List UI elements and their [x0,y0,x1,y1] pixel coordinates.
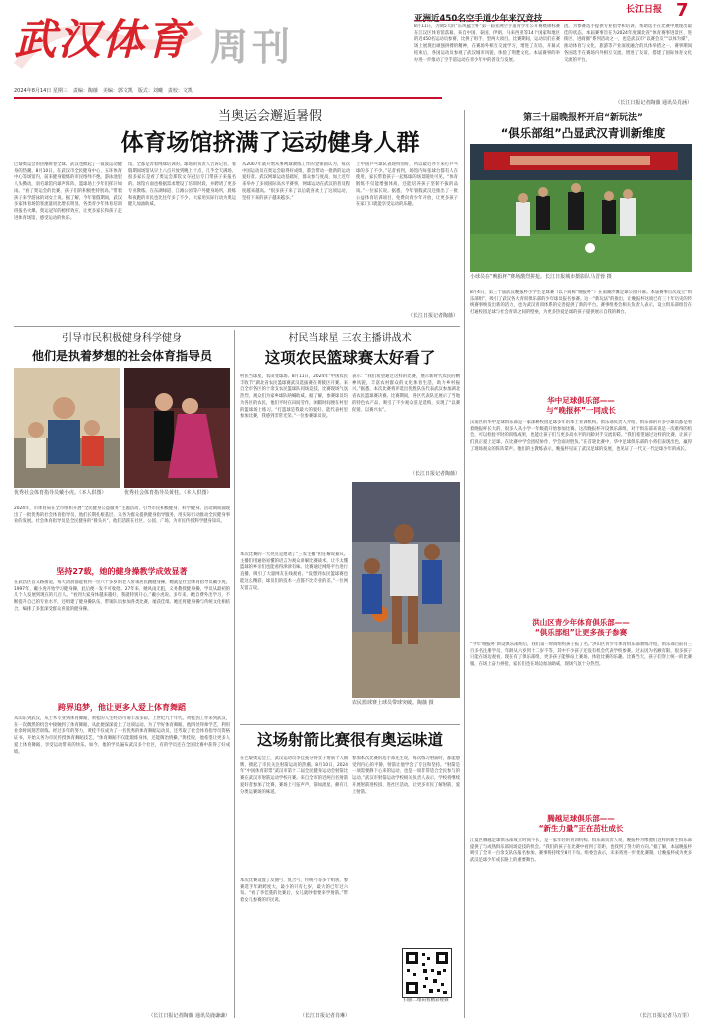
side-credit: （长江日报记者马万里） [636,1013,692,1019]
village-photo-basketball [352,482,460,698]
dancer-photo [124,368,230,488]
village-body3: 表示：“我们希望通过这样的比赛，展示新时代农民的精神风貌，丰富农村群众的文化体育生活，助力乡村振兴。”据悉，本次比赛将评选出优胜队伍代表武汉参加湖北省农民篮球赛决赛。比赛期间，各区代表队还展示了当地的特色农产品，吸引了不少观众驻足选购，实现了“以赛促销、以赛兴农”。 [352,374,460,413]
side-sub1b: 与“晚报杯”一同成长 [546,406,616,415]
side-photo-caption: 小球员在“晚报杯”赛场激烈拼抢。长江日报城市摄影队马晋蓉 摄 [470,274,612,280]
left-body2: 在武昌区首义路街道，每天清晨都能看到一位六十多岁的老人带领居民跳健身操，她就是社会体育指导员戴小虎。1997年，戴小虎开始学习健身操，此后便一发不可收拾。27年来，她风雨无阻，义务教授健身操，学员从最初的几个人发展到现在的几百人。“看到大家身体越来越好，我就特别开心。”戴小虎说。多年来，她自费外出学习，不断提升自己的专业水平，还组建了健身操队伍，带领队员参加各类比赛，屡获佳绩。她还将健身操与传统文化相结合，编排了多套深受群众喜爱的健身操。 [14,580,230,612]
main-col1: 巴黎奥运会的热潮席卷全球，武汉也掀起了一波波运动健身的热潮。8月10日，在武汉市全民健身中心、五环体育中心等场馆内，前来健身锻炼的市民络绎不绝。游泳池里人头攒动，羽毛球馆内球声阵阵，篮球场上少年们挥汗如雨。“看了奥运会的比赛，孩子们的积极性特别高。”带着孩子来学游泳的刘女士说。据了解，今年暑假期间，武汉多家体育场馆客流量同比增长明显，各类青少年体育培训班报名火爆。奥运冠军的榜样效应，让更多家长和孩子走进体育场馆，感受运动的快乐。 [14,162,122,221]
left-kicker: 引导市民积极健身科学健身 [62,333,182,344]
main-col3: 从2007年就开始从事网球教练工作的金保国认为，每次中国运动员在奥运会取得好成绩，都会带动一批新的运动爱好者。武汉网球运动基础好，群众参与度高，加上近年来举办了多项国际高水平赛事，网球运动在武汉的普及程度越来越高。“很多孩子来了以后就喜欢上了这项运动，坚持下来的孩子越来越多。” [242,162,350,201]
village-headline: 这项农民篮球赛太好看了 [264,349,436,367]
archery-body1: 在巴黎奥运会上，武汉运动员李佳蔓夺得女子射箭个人铜牌，掀起了市民关注射箭运动的热潮。8月10日，2024年“中国体育彩票”武汉市第十二届全民健身运动会射箭比赛在武汉市射箭运动学校开赛。来自全市的近两百名射箭爱好者参加了比赛，赛场上弓弦声声，箭如流星，颇有几分奥运赛场的味道。 [240,756,348,795]
side-headline: “俱乐部组”凸显武汉青训新维度 [500,126,666,140]
archery-body2: 本次比赛设置了反曲弓、复合弓、传统弓等多个组别，参赛选手年龄跨度大，最小的只有七岁，最大的已年过六旬。“看了李佳蔓的比赛后，女儿就吵着要来学射箭。”带着女儿参赛的市民说。 [240,878,348,904]
top-article-col2: 团，为参赛选手提供专业指导和培训，帮助选手在比赛中展现出最佳的状态。本届赛事旨在为2024年度湖北省“体育赛事进景区、进街区、进商圈”系列活动之一，也是武汉市“以赛会友”“以体为媒”，推动体育与文化、旅游等产业深度融合的具体举措之一，赛事期间各国选手在赛场内外相互交流，增进了友谊，搭建了国际体育文化交流的平台。 [564,24,692,63]
top-article-credit: （长江日报记者陶薇 通讯员肖涵） [615,100,692,106]
main-col2: 馆，全都是奔着网球培训的。球场的负责人告诉记者，暑假期间场馆从早上八点开放到晚上十点，几乎全天满场，很多家长是看了奥运会郑钦文夺冠后专门带孩子来报名的。场馆方面也根据需求增设了培训时段，并聘请了更多专业教练。在东湖绿道、江滩公园等户外健身场所，晨练和夜跑的市民也比往年多了不少，大家用实际行动为奥运健儿加油助威。 [128,162,236,208]
side-divider [464,110,465,1018]
masthead-subtitle: 周刊 [210,25,295,69]
masthead-rule [14,97,442,99]
masthead-brush-title [14,6,204,84]
archery-qr-caption: 扫描二维码看精彩视频 [403,998,449,1003]
village-body2: 本次比赛的一大亮点是邀请了“三农主播”担任解说嘉宾。主播们用通俗易懂的语言为观众讲解比赛战术，让不太懂篮球的乡亲们也能看得津津有味。比赛通过网络平台进行直播，吸引了大量网友在线观看。“没想到农民篮球赛也能这么精彩，球员们的技术一点都不比专业的差。”一位网友留言说。 [240,552,348,591]
brand-logo: 长江日报 [626,5,663,15]
village-credit: （长江日报记者陶薇） [409,471,460,477]
left-caption-right: 优秀社会体育指导员黄桂。（本人供图） [124,490,212,496]
main-col4: 上中国乒乓球队表现特别好，所以最近办卡来打乒乓球的多了不少。”记者看到，场馆内每张球台都有人在使用，家长带着孩子一起练球的场景随处可见。“体育锻炼不仅能增强体质，还能培养孩子坚韧不拔的品质。”一位家长说。据悉，今年暑假武汉还推出了一批公益体育培训项目，免费向青少年开放，让更多孩子在家门口就能享受运动的乐趣。 [356,162,458,208]
side-body4: 江夏区腾越足球俱乐部成立时间不长，是一家年轻的青训机构。俱乐部负责人说，晚报杯为像他们这样的新生俱乐部提供了与成熟俱乐部同场竞技的机会。“我们的孩子在比赛中看到了差距，也找到了努力的方向。”据了解，本届晚报杯吸引了全市一百余支队伍报名参加，赛事将持续至8月下旬。组委会表示，未来将进一步优化赛制，让晚报杯成为更多武汉足球少年成长路上的重要舞台。 [470,838,692,864]
left-body1: 2024年，市体育局在全市组织开展“全民健身公益服务”主题活动，引导市民积极健身、科学健身。活动期间涌现出了一批优秀的社会体育指导员，他们长期扎根基层，义务为群众提供健身指导服务，用实际行动推动全民健身事业的发展。社会体育指导员是全民健身的“排头兵”，他们活跃在社区、公园、广场，为市民传授科学健身知识。 [14,506,230,525]
banner-kicker: 亚洲近450名空手道少年来汉竞技 [414,14,543,24]
side-photo-soccer [470,144,692,272]
archery-credit: （长江日报记者肖琳） [299,1013,350,1019]
masthead-title: 武汉体育 [14,15,191,64]
side-sub3b: “新生力量”正在茁壮成长 [538,824,624,833]
left-divider [234,330,235,1018]
side-sub2b: “俱乐部组”让更多孩子参赛 [534,628,628,637]
side-body1: 8月4日，第三十届武汉晚报杯小学生足球赛（以下简称“晚报杯”）在南湖沙滩足球公园开幕。本届赛事首次设立“俱乐部组”，吸引了武汉各大青训俱乐部的少年球员报名参赛。这一“新玩法”的推出，让晚报杯这项已有三十年历史的传统赛事焕发出新的活力，也为武汉青训体系的完善提供了新的平台。赛事组委会相关负责人表示，设立俱乐部组旨在打通校园足球与社会青训之间的壁垒，为更多热爱足球的孩子提供展示自我的舞台。 [470,290,692,316]
masthead-dateline: 2024年8月14日 星期三 责编：陶薇 美编：郭文凯 版式：刘曦 责校：文凯 [14,88,193,94]
top-article-col1: 8月11日，为期5天的“东风猛士杯”第一届亚洲空手道青少年公开赛暨锦标赛在江汉区体育馆落幕，来自中国、泰国、伊朗、马来西亚等14个国家和地区的近450名运动员参赛，比拼了组手、型两大项目。比赛期间，运动员们在赛场上展现出顽强拼搏的精神，在赛场外相互交流学习，增进了友谊。开幕式结束后，各国运动员参观了武汉城市风貌，体验了荆楚文化。本届赛事的举办进一步推动了空手道运动在青少年中的普及与发展。 [414,24,560,63]
left-sub1: 坚持27载，她的健身操教学成效显著 [56,567,188,576]
qr-code-icon [403,949,451,997]
left-body3: 从山东到武汉，从土木专业到体育舞蹈，黄桂的人生经历可谓丰富多彩。上世纪九十年代，黄桂因工作来到武汉，在一次偶然的机会中接触到了体育舞蹈，从此便深深爱上了这项运动。为了学好体育舞蹈，他四处拜师学艺，利用业余时间刻苦训练。经过多年的努力，黄桂不仅成为了一名优秀的体育舞蹈运动员，还考取了社会体育指导员资格证书，开始义务为市民传授体育舞蹈技艺。“体育舞蹈不仅能锻炼身体，还能陶冶情操。”黄桂说，他希望让更多人爱上体育舞蹈，享受运动带来的快乐。如今，他的学员遍布武汉多个社区，有的学员还在全国比赛中获得了好成绩。 [14,716,230,755]
side-sub2: 洪山区青少年体育俱乐部—— [532,618,630,627]
page-number: 7 [676,0,689,21]
village-kicker: 村民当球星 三农主播讲战术 [288,333,412,344]
left-photo-coach [14,368,120,488]
side-kicker: 第三十届晚报杯开启“新玩法” [523,113,643,123]
side-sub3: 腾越足球俱乐部—— [547,814,615,823]
main-kicker: 当奥运会邂逅暑假 [217,109,322,124]
main-credit: （长江日报记者陶薇） [407,313,458,319]
left-headline: 他们是执着梦想的社会体育指导员 [31,349,212,363]
basketball-photo [352,482,460,698]
main-divider [14,326,460,327]
archery-body3: 参加本次比赛的选手郑先生说，每次练习射箭时，都能感受到内心的平静，射箭让他学会了专注和坚持。“射箭是一项需要静下心来的运动，也是一项非常适合全民参与的运动。”武汉市射箭运动学校相关负责人表示，学校将继续开展射箭进校园、进社区活动，让更多市民了解射箭、爱上射箭。 [352,756,460,795]
side-body3: “今年‘晚报杯’新设俱乐部组后，我们第一时间组织孩子报了名。”洪山区青少年体育俱乐部教练介绍，俱乐部目前有三百多名注册学员，年龄从六岁到十二岁不等，其中不少孩子还没有机会代表学校参赛。过去因为名额有限，很多孩子只能在场边观看，现在有了俱乐部组，更多孩子能够站上赛场，体验比赛的乐趣。比赛当天，孩子们穿上统一的比赛服，在场上奋力拼抢，家长们也在场边加油助威，现场气氛十分热烈。 [470,642,692,668]
main-headline: 体育场馆挤满了运动健身人群 [120,130,420,156]
left-sub2: 跨界追梦，他让更多人爱上体育舞蹈 [58,703,186,712]
left-photo-dancer [124,368,230,488]
archery-headline: 这场射箭比赛很有奥运味道 [256,731,443,749]
left-credit: （长江日报记者陶薇 通讯员鹿谦谦） [148,1013,230,1019]
soccer-match-photo [470,144,692,272]
coach-photo [14,368,120,488]
left-caption-left: 优秀社会体育指导员戴小虎。（本人供图） [14,490,107,496]
side-sub1: 华中足球俱乐部—— [547,396,615,405]
side-body2: 汉南区的华中足球俱乐部是一家深耕校园足球多年的本土青训机构。俱乐部负责人介绍，俱乐部的许多小球员都是看着晚报杯长大的，很多人从小学一年级就开始参加比赛。这次晚报杯开设俱乐部组，对于俱乐部来说是一次难得的机会，可以检验平时的训练成果，也能让孩子们与更多高水平的同龄对手交流切磋。“我们希望通过这样的比赛，让孩子们真正爱上足球，在比赛中学会团结协作、学会面对胜负。”在首轮比赛中，华中足球俱乐部的小将们表现出色，赢得了现场观众的阵阵掌声。他们的主教练表示，晚报杯见证了武汉足球的发展，也见证了一代又一代足球少年的成长。 [470,420,692,452]
village-body1: 村民当球星，农田变球场。8月11日，2024年“中国农民丰收节”湖北省农民篮球赛武汉选拔赛在黄陂区开赛。来自全市各区的十余支农民篮球队同场竞技，比赛现场气氛热烈，观众们为家乡球队呐喊助威。据了解，参赛球员均为各区的农民，他们平时在田间劳作，闲暇时间便在村里的篮球场上练习。“打篮球是我最大的爱好，能代表村里参加比赛，我感到非常光荣。”一位参赛球员说。 [240,374,348,420]
village-divider [240,724,460,725]
archery-qr-code[interactable] [402,948,452,998]
village-photo-caption: 农民篮球赛上球员带球突破。陶薇 摄 [352,700,434,706]
banner-kicker-bar [414,6,584,24]
